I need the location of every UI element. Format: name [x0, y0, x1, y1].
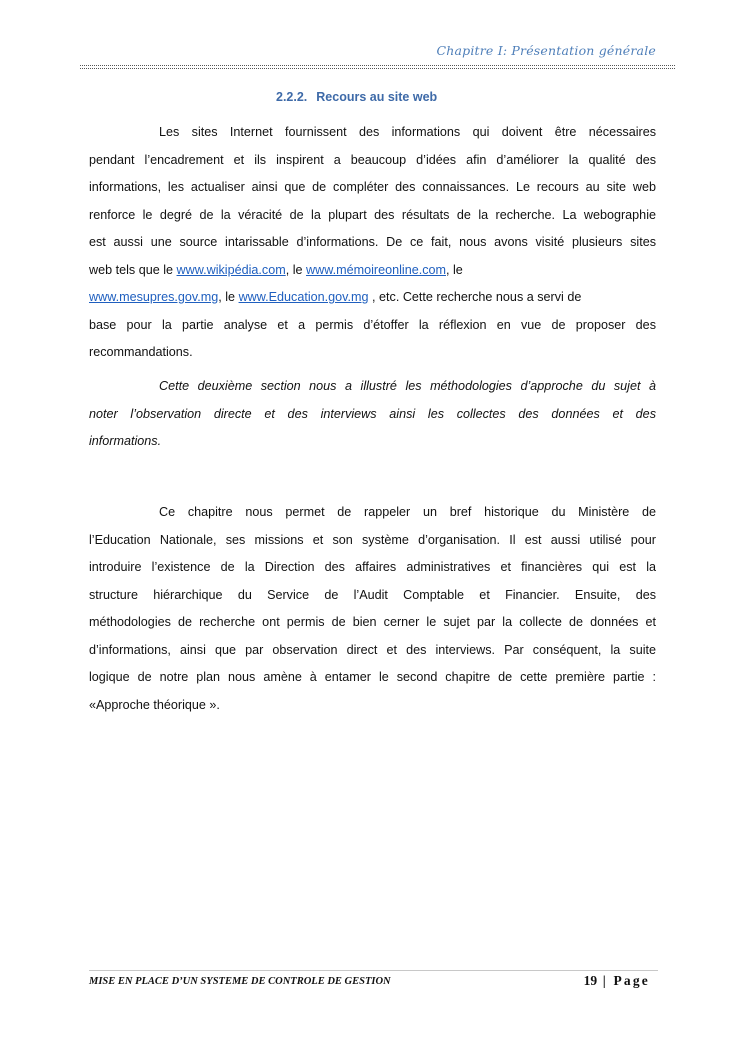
section-number: 2.2.2. — [276, 90, 308, 104]
text-line: est aussi une source intarissable d’informations. De ce fait, nous avons visité plusieurs sites — [89, 235, 656, 249]
text-line: Les sites Internet fournissent des informations qui doivent être nécessaires — [159, 125, 656, 139]
text-line-with-links — [89, 257, 656, 285]
running-header-title: Chapitre I: Présentation générale — [436, 43, 656, 58]
link-education[interactable]: www.Education.gov.mg — [238, 290, 369, 304]
text-line: logique de notre plan nous amène à entamer le second chapitre de cette première partie : — [89, 670, 656, 684]
text-line: Ce chapitre nous permet de rappeler un bref historique du Ministère de — [159, 505, 656, 519]
header-divider-second — [80, 68, 675, 69]
paragraph-section-summary — [89, 373, 656, 456]
text-line: base pour la partie analyse et a permis d’étoffer la réflexion en vue de proposer des — [89, 317, 656, 332]
text-fragment: , le — [218, 290, 239, 304]
text-fragment: , le — [446, 262, 463, 277]
paragraph-chapter-conclusion — [89, 499, 656, 719]
text-fragment: web tels que le — [89, 262, 177, 277]
text-line: renforce le degré de la véracité de la plupart des résultats de la recherche. La webographie — [89, 207, 656, 222]
section-heading — [276, 90, 437, 104]
footer-document-title: MISE EN PLACE D’UN SYSTEME DE CONTROLE DE GESTION — [89, 976, 391, 987]
text-line: informations. — [89, 434, 162, 448]
text-line: informations, les actualiser ainsi que de compléter des connaissances. Le recours au site web — [89, 180, 656, 194]
text-line: recommandations. — [89, 345, 193, 359]
text-line: Cette deuxième section nous a illustré les méthodologies d’approche du sujet à — [159, 379, 656, 393]
link-mesupres[interactable]: www.mesupres.gov.mg — [89, 290, 219, 304]
text-fragment: , le — [285, 262, 307, 277]
text-line: structure hiérarchique du Service de l’Audit Comptable et Financier. Ensuite, des — [89, 587, 656, 602]
footer-divider — [89, 970, 658, 971]
link-wikipedia[interactable]: www.wikipédia.com — [176, 262, 286, 277]
text-line-with-links — [89, 284, 656, 312]
page-number: 19 — [583, 973, 598, 988]
link-memoireonline[interactable]: www.mémoireonline.com — [306, 262, 446, 277]
text-line: méthodologies de recherche ont permis de bien cerner le sujet par la collecte de données et — [89, 615, 656, 629]
footer-page-number — [584, 973, 650, 989]
text-line: l’Education Nationale, ses missions et son système d’organisation. Il est aussi utilisé pour — [89, 532, 656, 547]
text-fragment: , etc. Cette recherche nous a servi de — [368, 290, 582, 304]
text-line: d’informations, ainsi que par observation direct et des interviews. Par conséquent, la suite — [89, 642, 656, 657]
header-divider — [80, 65, 675, 66]
text-line: noter l’observation directe et des interviews ainsi les collectes des données et des — [89, 406, 656, 421]
section-title: Recours au site web — [316, 90, 438, 104]
text-line: «Approche théorique ». — [89, 697, 220, 712]
text-line: pendant l’encadrement et ils inspirent a beaucoup d’idées afin d’améliorer la qualité des — [89, 152, 656, 167]
text-line: introduire l’existence de la Direction des affaires administratives et financières qui est la — [89, 560, 656, 574]
page-separator: | — [597, 973, 614, 988]
paragraph-websites — [89, 119, 656, 367]
page-label: Page — [613, 973, 650, 988]
